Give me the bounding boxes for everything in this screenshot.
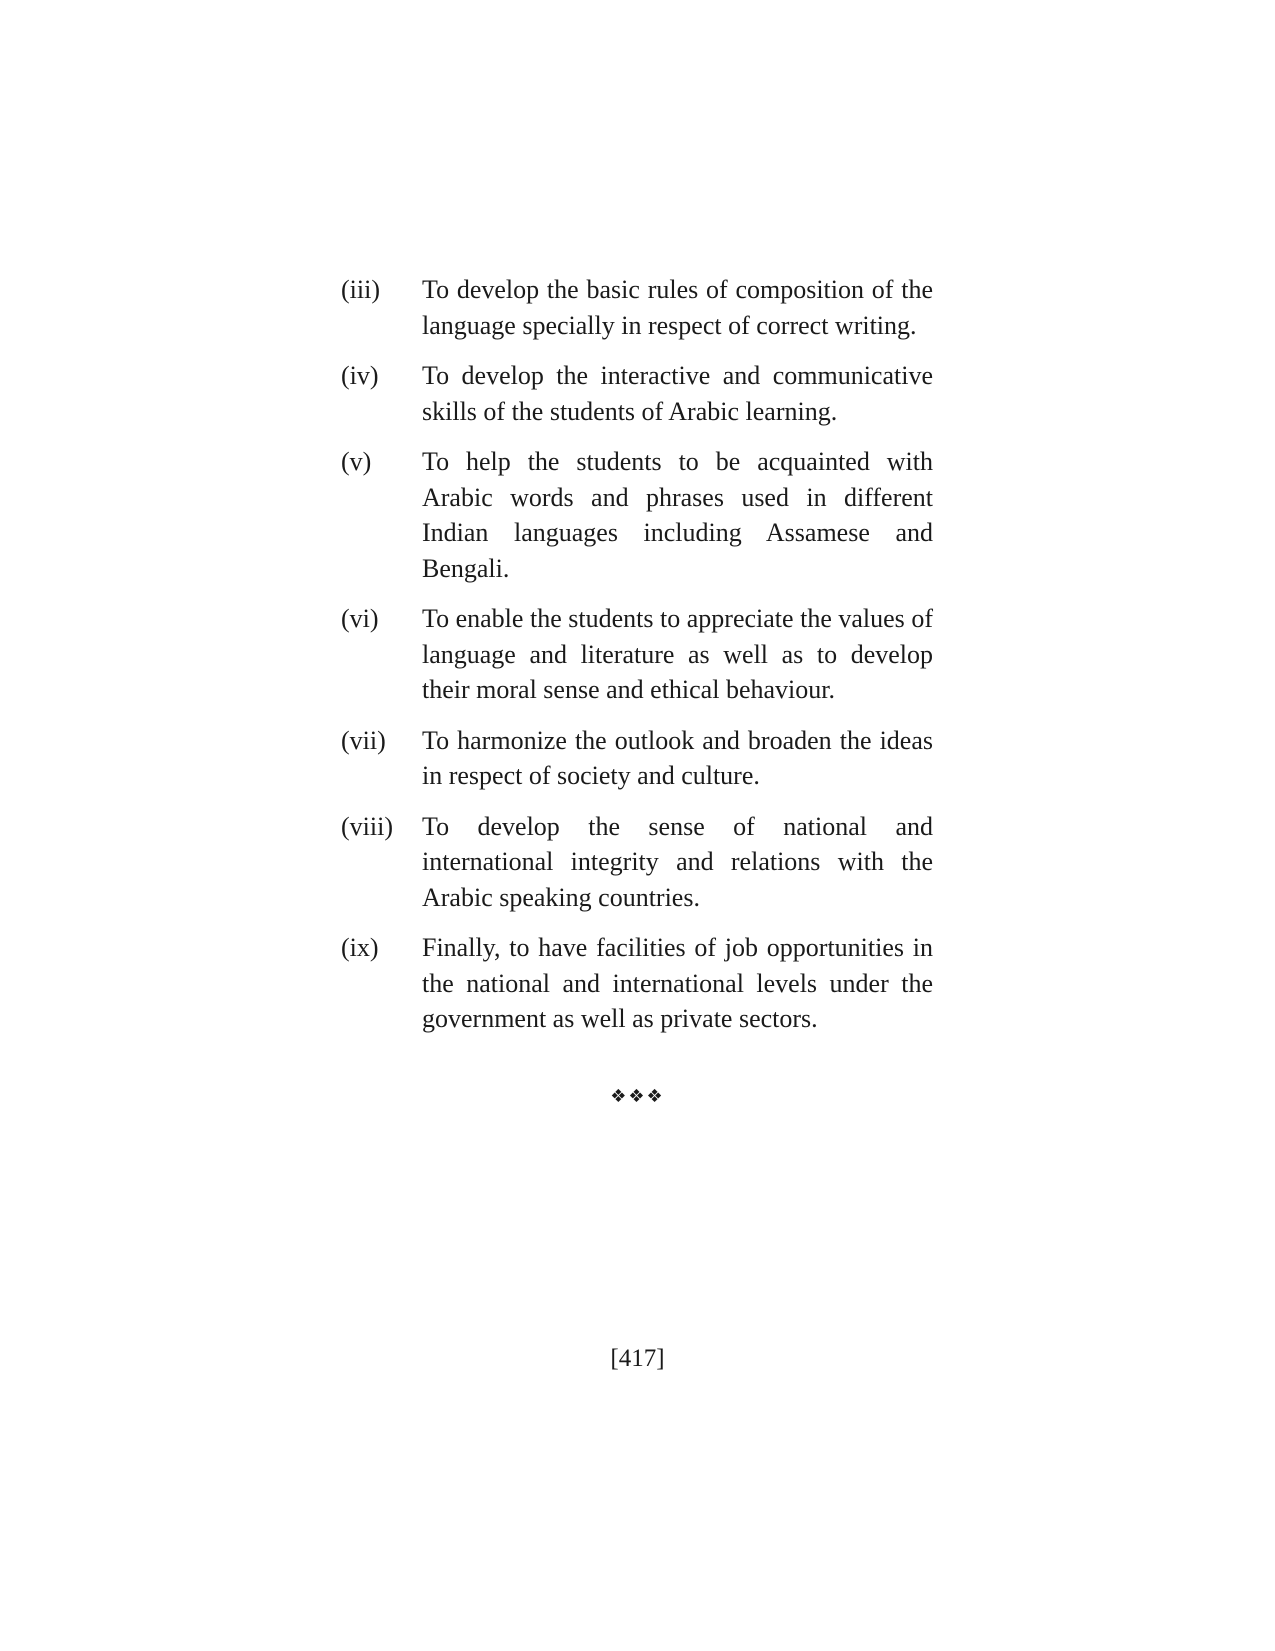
list-item [341, 930, 933, 1037]
item-text: To harmonize the outlook and broaden the ideas in respect of society and culture. [422, 725, 933, 790]
list-item [341, 272, 933, 343]
item-number: (vi) [341, 604, 379, 633]
item-text: Finally, to have facilities of job opportunities in the national and international levels under the government as well as private sectors. [422, 933, 933, 1033]
item-number: (iv) [341, 361, 379, 390]
item-text: To develop the interactive and communicative skills of the students of Arabic learning. [422, 361, 933, 426]
item-text: To help the students to be acquainted with Arabic words and phrases used in different Indian languages including Assamese and Bengali. [422, 447, 933, 583]
list-item [341, 723, 933, 794]
item-number: (vii) [341, 725, 386, 755]
list-item [341, 809, 933, 916]
objectives-list [341, 272, 933, 1052]
page-number: [417] [610, 1345, 665, 1372]
item-number: (ix) [341, 933, 379, 962]
section-end-ornament: ❖❖❖ [610, 1086, 665, 1107]
item-number: (v) [341, 447, 372, 476]
list-item [341, 358, 933, 429]
list-item [341, 601, 933, 708]
item-number: (iii) [341, 275, 380, 304]
list-item [341, 444, 933, 586]
item-text: To develop the sense of national and international integrity and relations with the Arabic speaking countries. [422, 811, 933, 912]
item-text: To enable the students to appreciate the values of language and literature as well as to develop their moral sense and ethical behaviour. [422, 604, 933, 704]
item-number: (viii) [341, 811, 393, 841]
item-text: To develop the basic rules of composition of the language specially in respect of correct writing. [422, 275, 933, 340]
